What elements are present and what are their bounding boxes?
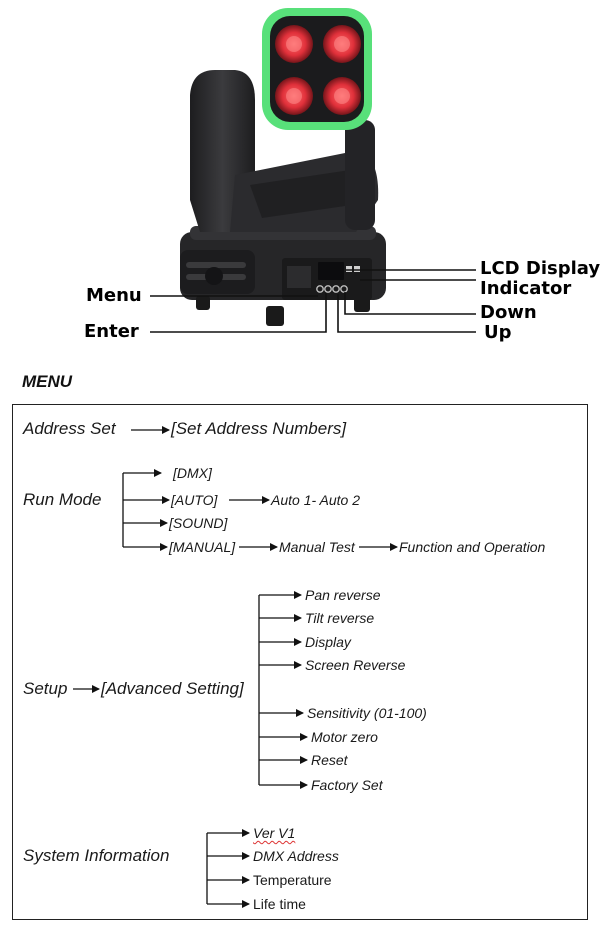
fixture-head <box>262 8 372 130</box>
menu-sysinfo-item: Ver V1 <box>253 825 296 841</box>
menu-run-dmx: [DMX] <box>173 465 212 481</box>
menu-run-manual-test: Manual Test <box>279 539 355 555</box>
menu-setup-item: Motor zero <box>311 729 378 745</box>
menu-sysinfo-item: Life time <box>253 896 306 912</box>
callout-indicator: Indicator <box>480 278 572 299</box>
control-panel <box>282 258 372 300</box>
menu-address-set: Address Set <box>23 419 116 438</box>
menu-run-mode: Run Mode <box>23 490 102 509</box>
menu-tree-box <box>12 404 588 920</box>
menu-setup-item: Display <box>305 634 351 650</box>
menu-setup-item: Pan reverse <box>305 587 381 603</box>
lcd-screen <box>318 262 344 280</box>
callout-up: Up <box>484 322 512 343</box>
callout-menu: Menu <box>86 285 142 306</box>
menu-run-auto-target: Auto 1- Auto 2 <box>271 492 360 508</box>
callout-enter: Enter <box>84 321 139 342</box>
menu-run-manual: [MANUAL] <box>169 539 236 555</box>
menu-run-sound: [SOUND] <box>169 515 228 531</box>
menu-setup-item: Factory Set <box>311 777 383 793</box>
menu-setup: Setup <box>23 679 68 698</box>
menu-setup-item: Reset <box>311 752 348 768</box>
menu-setup-item: Sensitivity (01-100) <box>307 705 427 721</box>
menu-tree-connectors <box>13 405 589 921</box>
menu-setup-item: Tilt reverse <box>305 610 375 626</box>
menu-system-information: System Information <box>23 846 170 865</box>
menu-setup-item: Screen Reverse <box>305 657 406 673</box>
callout-lcd-display: LCD Display <box>480 258 600 279</box>
menu-heading: MENU <box>22 372 73 391</box>
menu-advanced-setting: [Advanced Setting] <box>101 679 244 698</box>
menu-sysinfo-item: DMX Address <box>253 848 339 864</box>
menu-sysinfo-item: Temperature <box>253 872 332 888</box>
menu-run-auto: [AUTO] <box>171 492 218 508</box>
menu-run-function-operation: Function and Operation <box>399 539 546 555</box>
callout-down: Down <box>480 302 537 323</box>
menu-set-address-numbers: [Set Address Numbers] <box>171 419 347 438</box>
